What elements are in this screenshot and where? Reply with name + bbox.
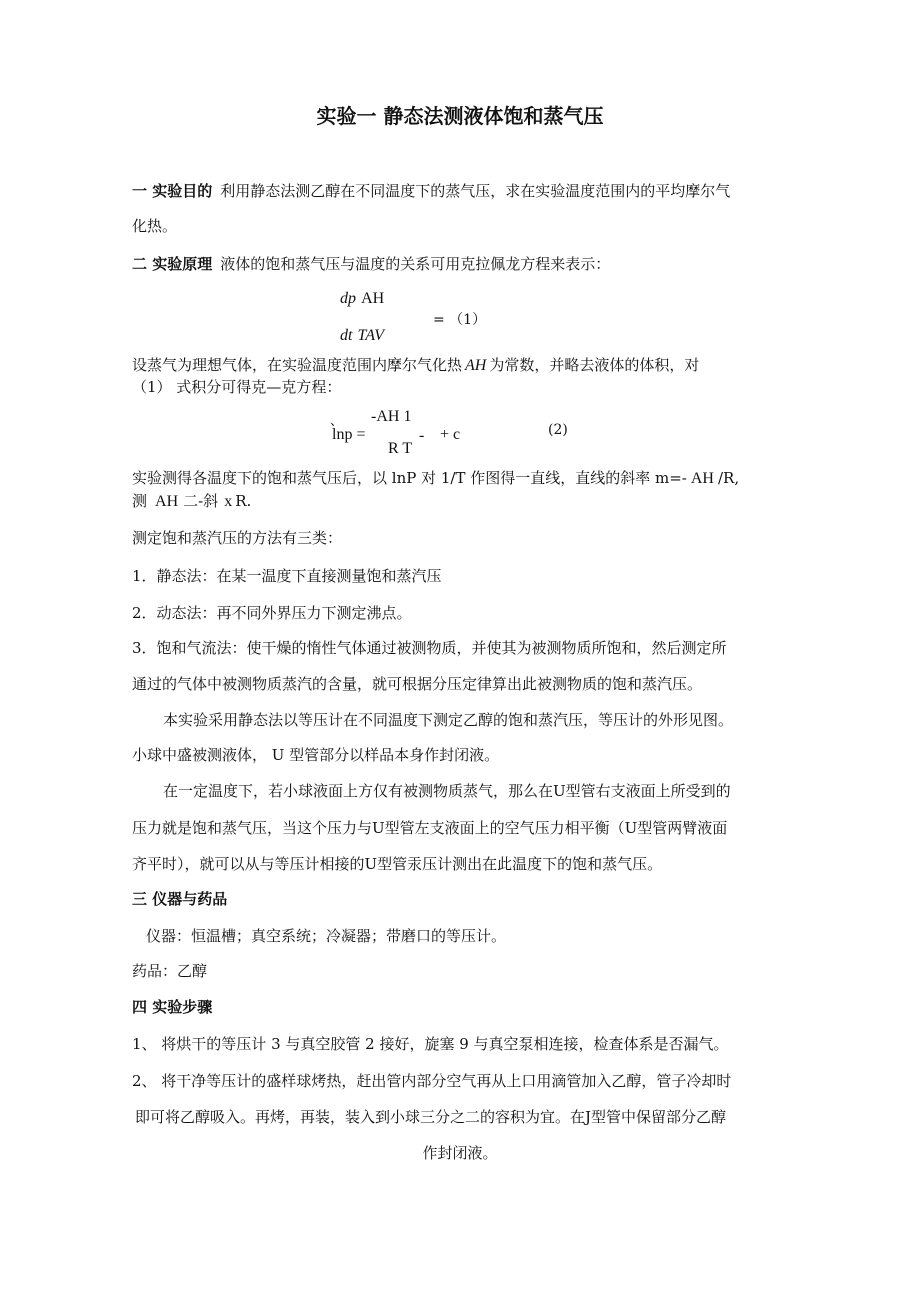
eq1-dt: dt (340, 327, 353, 344)
eq1-tav: TAV (357, 327, 385, 344)
calc-line (132, 491, 251, 512)
calc-text-2: 二-斜 (183, 492, 219, 510)
assumption-text-2: 为常数，并略去液体的体积，对 (489, 356, 700, 374)
section-3-heading: 三 仪器与药品 (132, 890, 228, 908)
para-a-line-2: 小球中盛被测液体， U 型管部分以样品本身作封闭液。 (132, 746, 500, 764)
eq1-dp: dp (340, 290, 356, 307)
calc-ah: AH (155, 493, 179, 510)
method-3-line-1: 3．饱和气流法：使干燥的惰性气体通过被测物质，并使其为被测物质所饱和，然后测定所 (132, 639, 727, 657)
method-3-line-2: 通过的气体中被测物质蒸汽的含量，就可根据分压定律算出此被测物质的饱和蒸汽压。 (132, 675, 703, 693)
eq1-numerator (340, 288, 384, 308)
eq2-tail: + c (440, 426, 461, 443)
para-a-line-1: 本实验采用静态法以等压计在不同温度下测定乙醇的饱和蒸汽压，等压计的外形见图。 (163, 711, 734, 729)
section-1-line (132, 181, 730, 201)
calc-text-1: 测 (132, 492, 148, 510)
method-2: 2．动态法：再不同外界压力下测定沸点。 (132, 604, 412, 622)
section-1-text: 利用静态法测乙醇在不同温度下的蒸气压，求在实验温度范围内的平均摩尔气 (220, 182, 731, 200)
step-2-line-3: 作封闭液。 (422, 1144, 498, 1162)
eq1-denominator (340, 325, 384, 345)
slope-line (132, 468, 739, 489)
step-2-line-1: 2、 将干净等压计的盛样球烤热，赶出管内部分空气再从上口用滴管加入乙醇，管子冷却时 (132, 1072, 732, 1090)
integral-line: （1） 式积分可得克—克方程： (132, 378, 342, 396)
assumption-line (132, 355, 699, 376)
eq2-number: (2) (548, 422, 568, 438)
slope-text-2: /R, (717, 469, 740, 487)
eq2-bottom: R T (388, 440, 413, 457)
calc-text-3: R. (235, 492, 252, 510)
section-1-heading: 一 实验目的 (132, 182, 213, 200)
section-2-text: 液体的饱和蒸气压与温度的关系可用克拉佩龙方程来表示： (220, 255, 611, 273)
step-1: 1、 将烘干的等压计 3 与真空胶管 2 接好，旋塞 9 与真空泵相连接，检查体系是否漏气。 (132, 1035, 729, 1053)
page-title: 实验一 静态法测液体饱和蒸气压 (316, 104, 604, 128)
assumption-text-1: 设蒸气为理想气体，在实验温度范围内摩尔气化热 (132, 356, 463, 374)
section-2-line (132, 254, 610, 274)
eq1-rhs: = （1） (433, 312, 487, 328)
eq2-lhs: lnp = (332, 426, 366, 443)
step-2-line-2: 即可将乙醇吸入。再烤，再装，装入到小球三分之二的容积为宜。在J型管中保留部分乙醇 (135, 1108, 727, 1126)
section-4-heading: 四 实验步骤 (132, 998, 213, 1016)
eq2-top: -AH 1 (371, 408, 412, 425)
para-b-line-1: 在一定温度下，若小球液面上方仅有被测物质蒸气，那么在U型管右支液面上所受到的 (163, 782, 731, 800)
section-1-text-cont: 化热。 (132, 217, 178, 235)
slope-ah: AH (690, 470, 714, 487)
instruments-line: 仪器：恒温槽；真空系统；冷凝器；带磨口的等压计。 (146, 927, 507, 945)
para-b-line-3: 齐平时），就可以从与等压计相接的U型管汞压计测出在此温度下的饱和蒸气压。 (132, 855, 663, 873)
eq2-dash: - (419, 427, 425, 444)
para-b-line-2: 压力就是饱和蒸气压，当这个压力与U型管左支液面上的空气压力相平衡（U型管两臂液面 (132, 819, 728, 837)
eq2-tick: 、 (330, 413, 344, 428)
methods-intro: 测定饱和蒸汽压的方法有三类： (132, 529, 343, 547)
eq1-ah: AH (361, 290, 385, 307)
assumption-ah: AH (465, 357, 487, 374)
calc-x: x (224, 493, 233, 510)
section-2-heading: 二 实验原理 (132, 255, 213, 273)
slope-text-1: 实验测得各温度下的饱和蒸气压后，以 lnP 对 1/T 作图得一直线，直线的斜率 m=- (132, 469, 687, 487)
chemicals-line: 药品：乙醇 (132, 962, 208, 980)
method-1: 1．静态法：在某一温度下直接测量饱和蒸汽压 (132, 567, 442, 585)
